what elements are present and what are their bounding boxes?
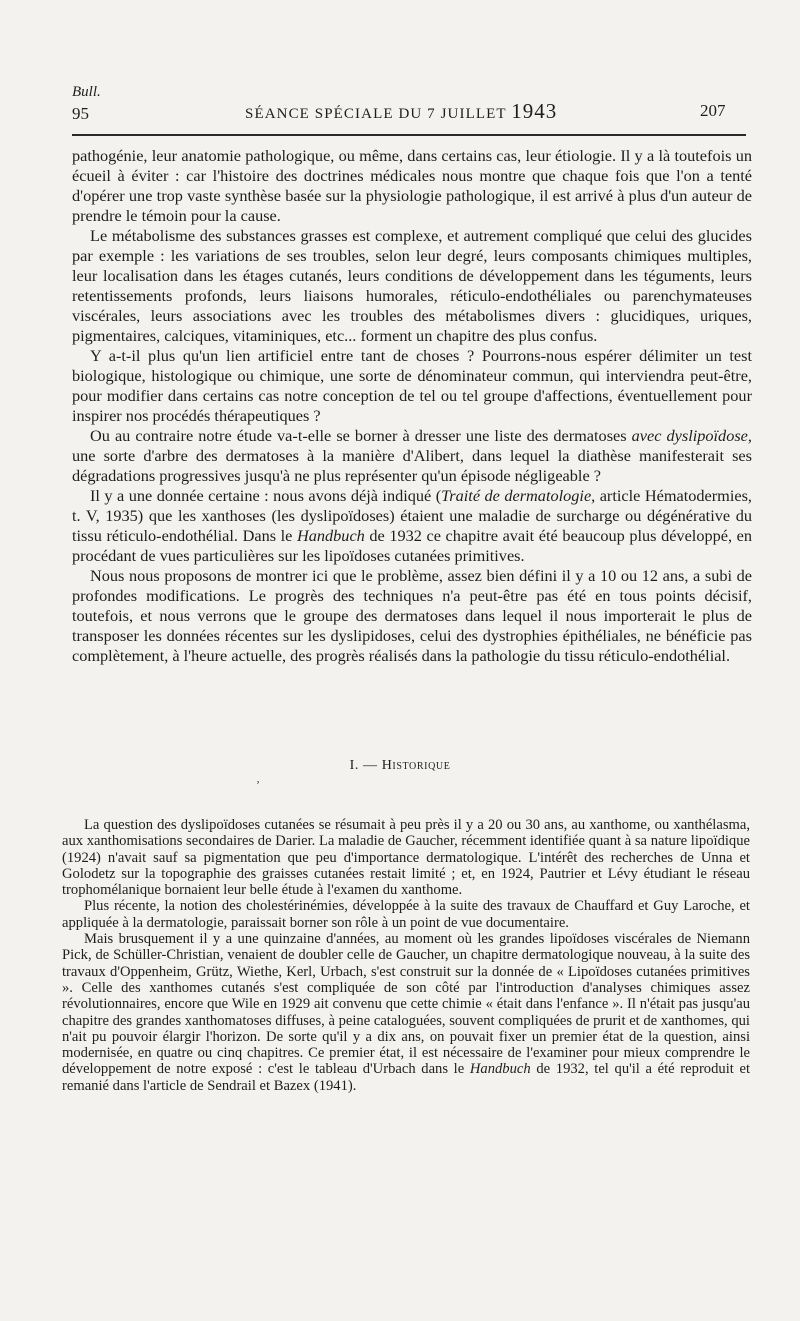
page-number: 207 bbox=[700, 101, 726, 120]
text-run: Ou au contraire notre étude va-t-elle se borner à dresser une liste des dermatoses bbox=[90, 426, 632, 445]
italic-title: Handbuch bbox=[469, 1061, 531, 1078]
text-run: de 1932 ce chapitre avait été beaucoup plus développé, en procédant de vues particulières sur les lipoïdoses cutanées primitives. bbox=[72, 526, 752, 565]
italic-title: Handbuch bbox=[296, 526, 365, 545]
bull-annotation: Bull. bbox=[72, 84, 101, 100]
text-run: , une sorte d'arbre des dermatoses à la manière d'Alibert, dans lequel la diathèse manifesterait ses dégradations progressives jusqu'à ne plus représenter qu'un épisode négligeable ? bbox=[72, 426, 752, 485]
paragraph: Y a-t-il plus qu'un lien artificiel entre tant de choses ? Pourrons-nous espérer délimiter un test biologique, histologique ou chimique, une sorte de dénominateur commun, qui interviendra peut-être, pour modifier dans certains cas notre conception de tel ou tel groupe d'affections, éventuellement pour inspirer nos procédés thérapeutiques ? bbox=[72, 346, 752, 425]
header-title: SÉANCE SPÉCIALE DU 7 JUILLET bbox=[245, 106, 507, 122]
history-text bbox=[62, 817, 750, 1094]
paragraph: Le métabolisme des substances grasses est complexe, et autrement compliqué que celui des glucides par exemple : les variations de ses troubles, selon leur degré, leurs composants chimiques multiples, leur localisation dans les étages cutanés, leurs conditions de développement dans les téguments, leurs retentissements profonds, leurs liaisons humorales, réticulo-endothéliales ou parenchymateuses viscérales, leurs associations avec les troubles des métabolismes divers : glucidiques, uriques, pigmentaires, calciques, vitaminiques, etc... forment un chapitre des plus confus. bbox=[72, 226, 752, 345]
text-run: Mais brusquement il y a une quinzaine d'années, au moment où les grandes lipoïdoses viscérales de Niemann Pick, de Schüller-Christian, venaient de doubler celle de Gaucher, un chapitre dermatologique nouveau, à la suite des travaux d'Oppenheim, Grütz, Wiethe, Kerl, Urbach, s'est construit sur la donnée de « Lipoïdoses cutanées primitives ». Celle des xanthomes cutanés s'est compliquée de son côté par l'introduction d'analyses chimiques assez révolutionnaires, encore que Wile en 1929 ait convenu que cette chimie « était dans l'enfance ». Il n'était pas jusqu'au chapitre des grandes xanthomatoses diffuses, à peine cataloguées, souvent compliquées de prurit et de xanthomes, qui n'ait pu pouvoir élargir l'horizon. De sorte qu'il y a dix ans, on pouvait fixer un premier état de la question, ainsi modernisée, en quatre ou cinq chapitres. Ce premier état, il est nécessaire de l'examiner pour mieux comprendre le développement de notre exposé : c'est le tableau d'Urbach dans le bbox=[62, 931, 750, 1078]
scan-mark: ʼ bbox=[256, 778, 260, 792]
text-run: de 1932, tel qu'il a été reproduit et remanié dans l'article de Sendrail et Bazex (1941). bbox=[62, 1061, 750, 1094]
paragraph bbox=[72, 486, 752, 566]
running-header bbox=[245, 99, 557, 124]
paragraph bbox=[62, 931, 750, 1094]
paragraph bbox=[72, 426, 752, 486]
paragraph: Plus récente, la notion des cholestérinémies, développée à la suite des travaux de Chauffard et Guy Laroche, et appliquée à la dermatologie, paraissait borner son rôle à un point de vue documentaire. bbox=[62, 898, 750, 931]
section-heading: I. — Historique bbox=[349, 758, 451, 773]
paragraph: Nous nous proposons de montrer ici que le problème, assez bien défini il y a 10 ou 12 ans, a subi de profondes modifications. Le progrès des techniques n'a peut-être pas été en tous points décisif, toutefois, et nous verrons que le groupe des dermatoses dans lequel il nous importerait le plus de transposer les données récentes sur les dyslipidoses, celui des dystrophies épithéliales, ne bénéficie pas complètement, à l'heure actuelle, des progrès réalisés dans la pathologie du tissu réticulo-endothélial. bbox=[72, 566, 752, 665]
paragraph: pathogénie, leur anatomie pathologique, ou même, dans certains cas, leur étiologie. Il y a là toutefois un écueil à éviter : car l'histoire des doctrines médicales nous montre que chaque fois que l'on a tenté d'opérer une trop vaste synthèse basée sur la physiologie pathologique, il est arrivé à plus d'un auteur de prendre le témoin pour la cause. bbox=[72, 146, 752, 225]
intro-text bbox=[72, 146, 752, 666]
paragraph: La question des dyslipoïdoses cutanées se résumait à peu près il y a 20 ou 30 ans, au xanthome, ou xanthélasma, aux xanthomisations secondaires de Darier. La maladie de Gaucher, récemment identifiée quant à sa nature lipoïdique (1924) n'avait sauf sa pigmentation que peu d'importance dermatologique. L'intérêt des recherches de Unna et Golodetz sur la topographie des graisses cutanées restait limité ; et, en 1924, Pautrier et Lévy étudiant le réseau trophomélanique bornaient leur belle étude à l'examen du xanthome. bbox=[62, 817, 750, 899]
header-year: 1943 bbox=[511, 99, 558, 123]
italic-title: Traité de dermatologie bbox=[441, 486, 592, 505]
italic-term: avec dyslipoïdose bbox=[631, 426, 748, 445]
text-run: Il y a une donnée certaine : nous avons déjà indiqué ( bbox=[90, 486, 442, 505]
bull-page-number: 95 bbox=[72, 104, 89, 123]
header-rule bbox=[72, 134, 746, 136]
text-run: , article Hématodermies, t. V, 1935) que les xanthoses (les dyslipoïdoses) étaient une maladie de surcharge ou dégénérative du tissu réticulo-endothélial. Dans le bbox=[72, 486, 752, 545]
